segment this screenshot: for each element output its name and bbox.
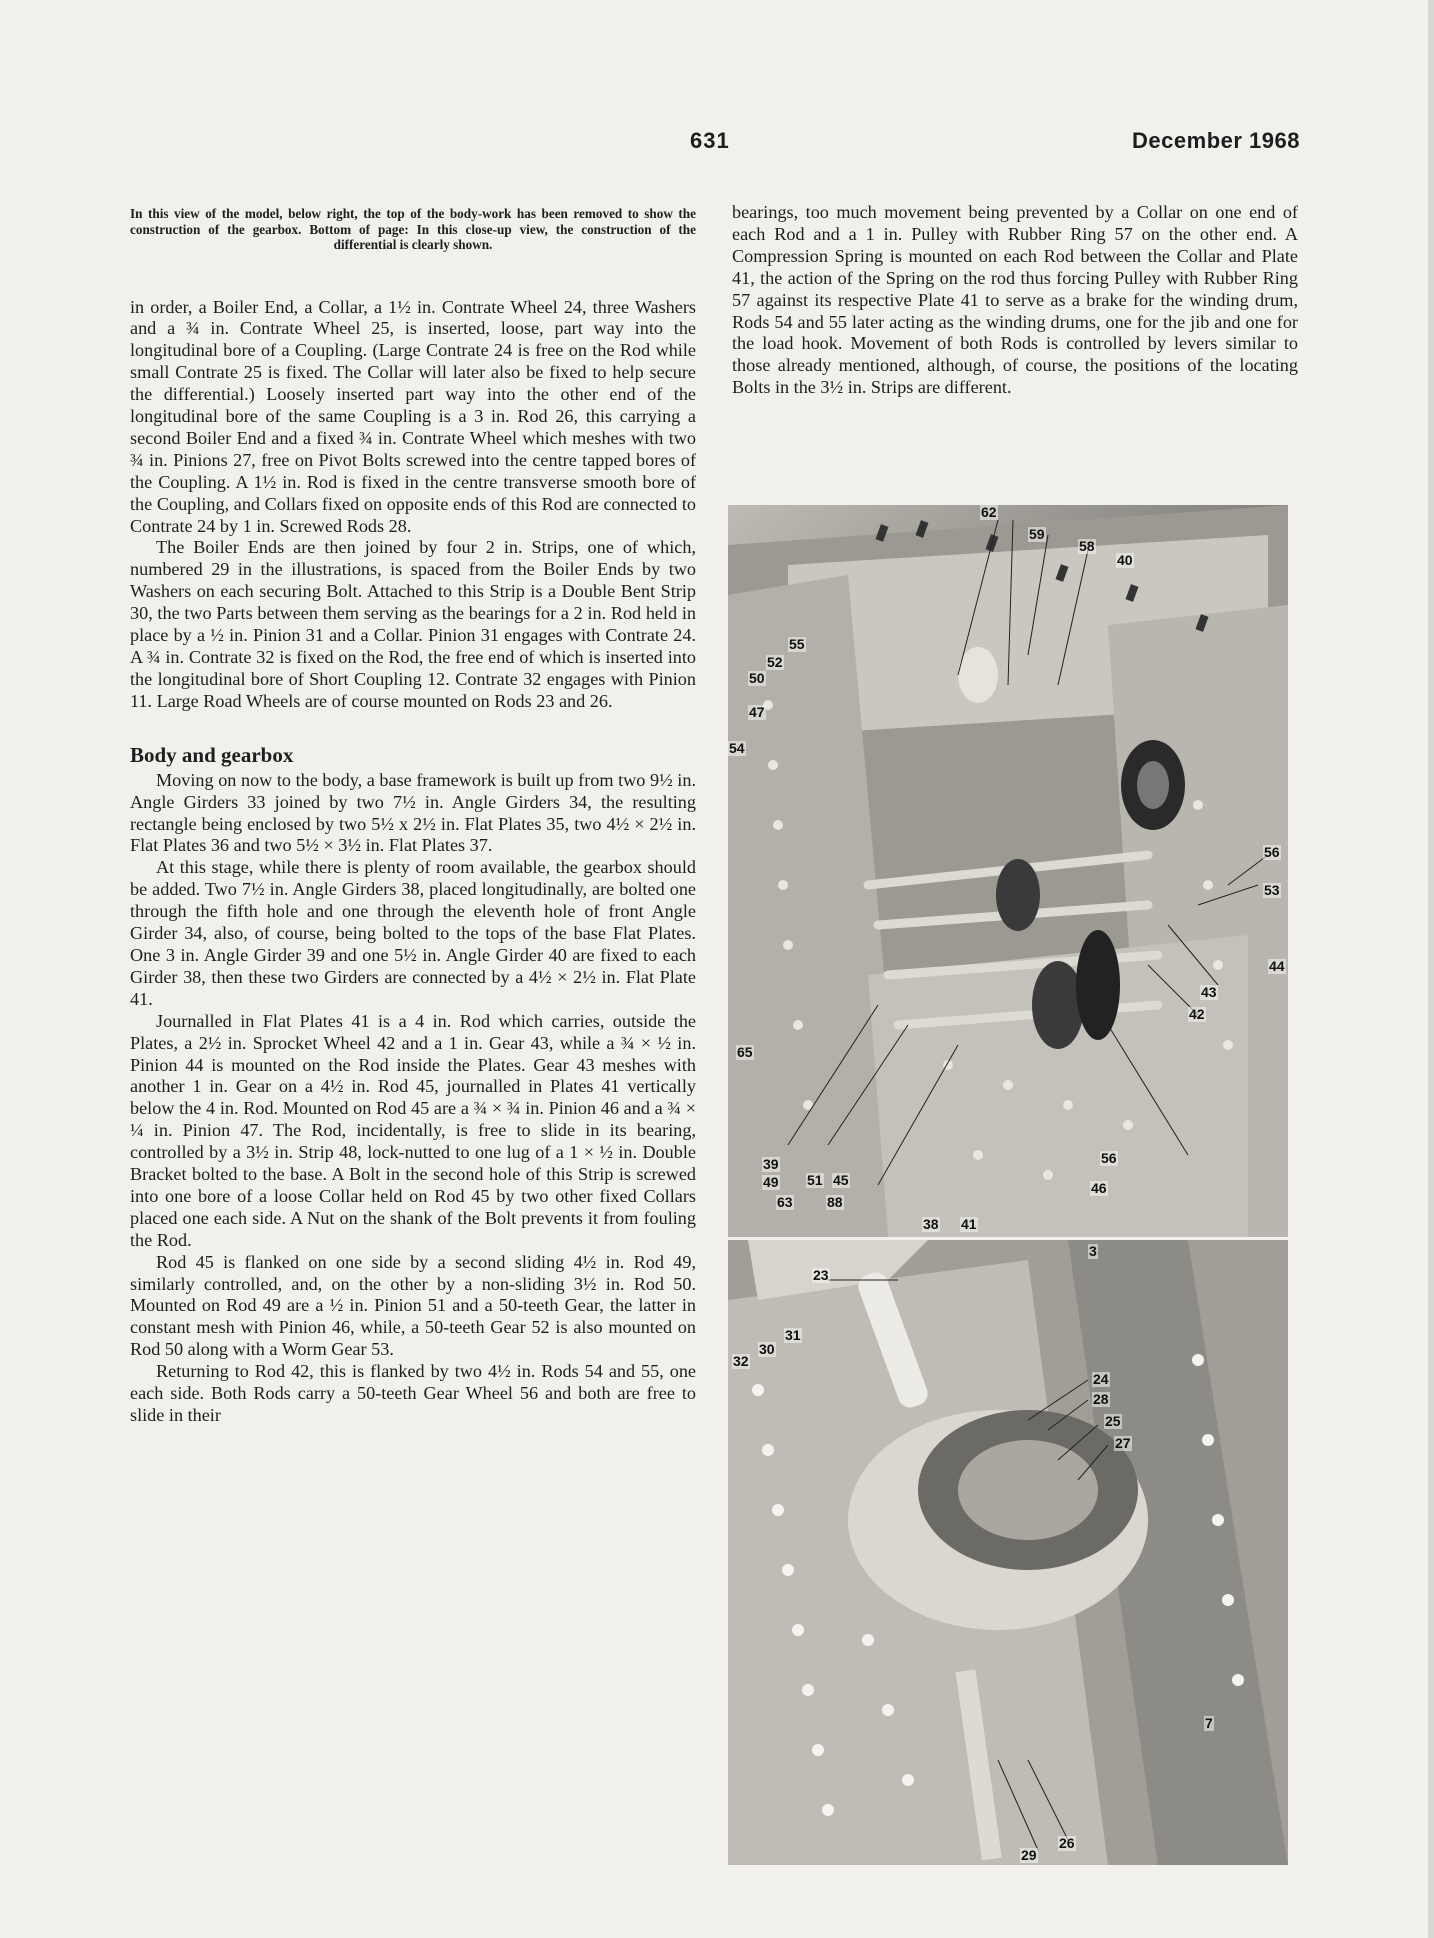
callout-label: 47 <box>749 704 765 720</box>
callout-label: 43 <box>1201 984 1217 1000</box>
paragraph: At this stage, while there is plenty of room available, the gearbox should be added. Two 7½ in. Angle Girders 38, placed longitudinally, are bolted one through the fifth hole and one through the eleventh hole of front Angle Girder 34, also, of course, being bolted to the tops of the base Flat Plates. One 3 in. Angle Girder 39 and one 5½ in. Angle Girder 40 are fixed to each Girder 38, then these two Girders are connected by a 4½ × 2½ in. Flat Plate 41. <box>130 857 696 1009</box>
callout-label: 63 <box>777 1194 793 1210</box>
photo-caption: In this view of the model, below right, the top of the body-work has been removed to show the construction of the gearbox. Bottom of page: In this close-up view, the construction of the differential is clearly shown. <box>130 206 696 252</box>
section-heading: Body and gearbox <box>130 742 294 767</box>
callout-label: 50 <box>749 670 765 686</box>
callout-label: 42 <box>1189 1006 1205 1022</box>
callout-label: 53 <box>1264 882 1280 898</box>
paragraph: in order, a Boiler End, a Collar, a 1½ in. Contrate Wheel 24, three Washers and a ¾ in. Contrate Wheel 25, is inserted, loose, part way into the longitudinal bore of a Coupling. (Large Contrate 24 is free on the Rod while small Contrate 25 is fixed. The Collar will later also be fixed to help secure the differential.) Loosely inserted part way into the other end of the longitudinal bore of the same Coupling is a 3 in. Rod 26, this carrying a second Boiler End and a fixed ¾ in. Contrate Wheel which meshes with two ¾ in. Pinions 27, free on Pivot Bolts screwed into the centre tapped bores of the Coupling. A 1½ in. Rod is fixed in the centre transverse smooth bore of the Coupling, and Collars fixed on opposite ends of this Rod are connected to Contrate 24 by 1 in. Screwed Rods 28. <box>130 296 696 536</box>
callout-label: 7 <box>1205 1715 1213 1731</box>
paragraph: Returning to Rod 42, this is flanked by two 4½ in. Rods 54 and 55, one each side. Both Rods carry a 50-teeth Gear Wheel 56 and both are free to slide in their <box>130 1361 696 1425</box>
callout-label: 29 <box>1021 1847 1037 1863</box>
callout-label: 39 <box>763 1156 779 1172</box>
callout-label: 65 <box>737 1044 753 1060</box>
callout-label: 88 <box>827 1194 843 1210</box>
callout-label: 51 <box>807 1172 823 1188</box>
callout-label: 25 <box>1105 1413 1121 1429</box>
callout-label: 49 <box>763 1174 779 1190</box>
paragraph: Journalled in Flat Plates 41 is a 4 in. Rod which carries, outside the Plates, a 2½ in. Sprocket Wheel 42 and a 1 in. Gear 43, while a ¾ × ½ in. Pinion 44 is mounted on the Rod inside the Plates. Gear 43 meshes with another 1 in. Gear on a 4½ in. Rod 45, journalled in Plates 41 vertically below the 4 in. Rod. Mounted on Rod 45 are a ¾ × ¾ in. Pinion 46 and a ¾ × ¼ in. Pinion 47. The Rod, incidentally, is free to slide in its bearing, controlled by a 3½ in. Strip 48, lock-nutted to one lug of a 1 × ½ in. Double Bracket bolted to the base. A Bolt in the second hole of this Strip is screwed into one bore of a loose Collar held on Rod 45 by two other fixed Collars placed one each side. A Nut on the shank of the Bolt prevents it from fouling the Rod. <box>130 1010 696 1250</box>
callout-label: 44 <box>1269 958 1285 974</box>
gearbox-illustration <box>728 505 1288 1237</box>
callout-label: 45 <box>833 1172 849 1188</box>
left-column <box>130 206 696 1427</box>
callout-label: 40 <box>1117 552 1133 568</box>
callout-label: 24 <box>1093 1371 1109 1387</box>
callout-label: 56 <box>1264 844 1280 860</box>
page-number: 631 <box>690 128 730 153</box>
paragraph: Moving on now to the body, a base framework is built up from two 9½ in. Angle Girders 33 joined by two 7½ in. Angle Girders 34, the resulting rectangle being enclosed by two 5½ x 2½ in. Flat Plates 35, two 4½ × 2½ in. Flat Plates 36 and two 5½ × 3½ in. Flat Plates 37. <box>130 769 696 856</box>
differential-photo <box>728 1240 1288 1865</box>
callout-label: 41 <box>961 1216 977 1232</box>
paragraph: The Boiler Ends are then joined by four 2 in. Strips, one of which, numbered 29 in the illustrations, is spaced from the Boiler Ends by two Washers on each securing Bolt. Attached to this Strip is a Double Bent Strip 30, the two Parts between them serving as the bearings for a 2 in. Rod held in place by a ½ in. Pinion 31 and a Collar. Pinion 31 engages with Contrate 24. A ¾ in. Contrate 32 is fixed on the Rod, the free end of which is inserted into the longitudinal bore of Short Coupling 12. Contrate 32 engages with Pinion 11. Large Road Wheels are of course mounted on Rods 23 and 26. <box>130 537 696 711</box>
callout-label: 62 <box>981 505 997 520</box>
callout-label: 26 <box>1059 1835 1075 1851</box>
callout-label: 3 <box>1089 1243 1097 1259</box>
page-edge <box>1428 0 1434 1938</box>
callout-label: 38 <box>923 1216 939 1232</box>
callout-label: 28 <box>1093 1391 1109 1407</box>
callout-label: 56 <box>1101 1150 1117 1166</box>
callout-label: 54 <box>729 740 745 756</box>
callout-label: 31 <box>785 1327 801 1343</box>
callout-label: 58 <box>1079 538 1095 554</box>
gearbox-photo <box>728 505 1288 1237</box>
callout-label: 59 <box>1029 526 1045 542</box>
callout-label: 52 <box>767 654 783 670</box>
callout-label: 32 <box>733 1353 749 1369</box>
callout-label: 30 <box>759 1341 775 1357</box>
differential-illustration <box>728 1240 1288 1865</box>
callout-label: 55 <box>789 636 805 652</box>
right-column <box>732 202 1298 399</box>
callout-label: 23 <box>813 1267 829 1283</box>
callout-label: 27 <box>1115 1435 1131 1451</box>
callout-label: 46 <box>1091 1180 1107 1196</box>
paragraph: Rod 45 is flanked on one side by a second sliding 4½ in. Rod 49, similarly controlled, and, on the other by a non-sliding 3½ in. Rod 50. Mounted on Rod 49 are a ½ in. Pinion 51 and a 50-teeth Gear, the latter in constant mesh with Pinion 46, while, a 50-teeth Gear 52 is also mounted on Rod 50 along with a Worm Gear 53. <box>130 1251 696 1360</box>
issue-date: December 1968 <box>1132 128 1300 153</box>
paragraph: bearings, too much movement being prevented by a Collar on one end of each Rod and a 1 in. Pulley with Rubber Ring 57 on the other end. A Compression Spring is mounted on each Rod between the Collar and Plate 41, the action of the Spring on the rod thus forcing Pulley with Rubber Ring 57 against its respective Plate 41 to serve as a brake for the winding drum, Rods 54 and 55 later acting as the winding drums, one for the jib and one for the load hook. Movement of both Rods is controlled by levers similar to those already mentioned, although, of course, the positions of the locating Bolts in the 3½ in. Strips are different. <box>732 202 1298 398</box>
